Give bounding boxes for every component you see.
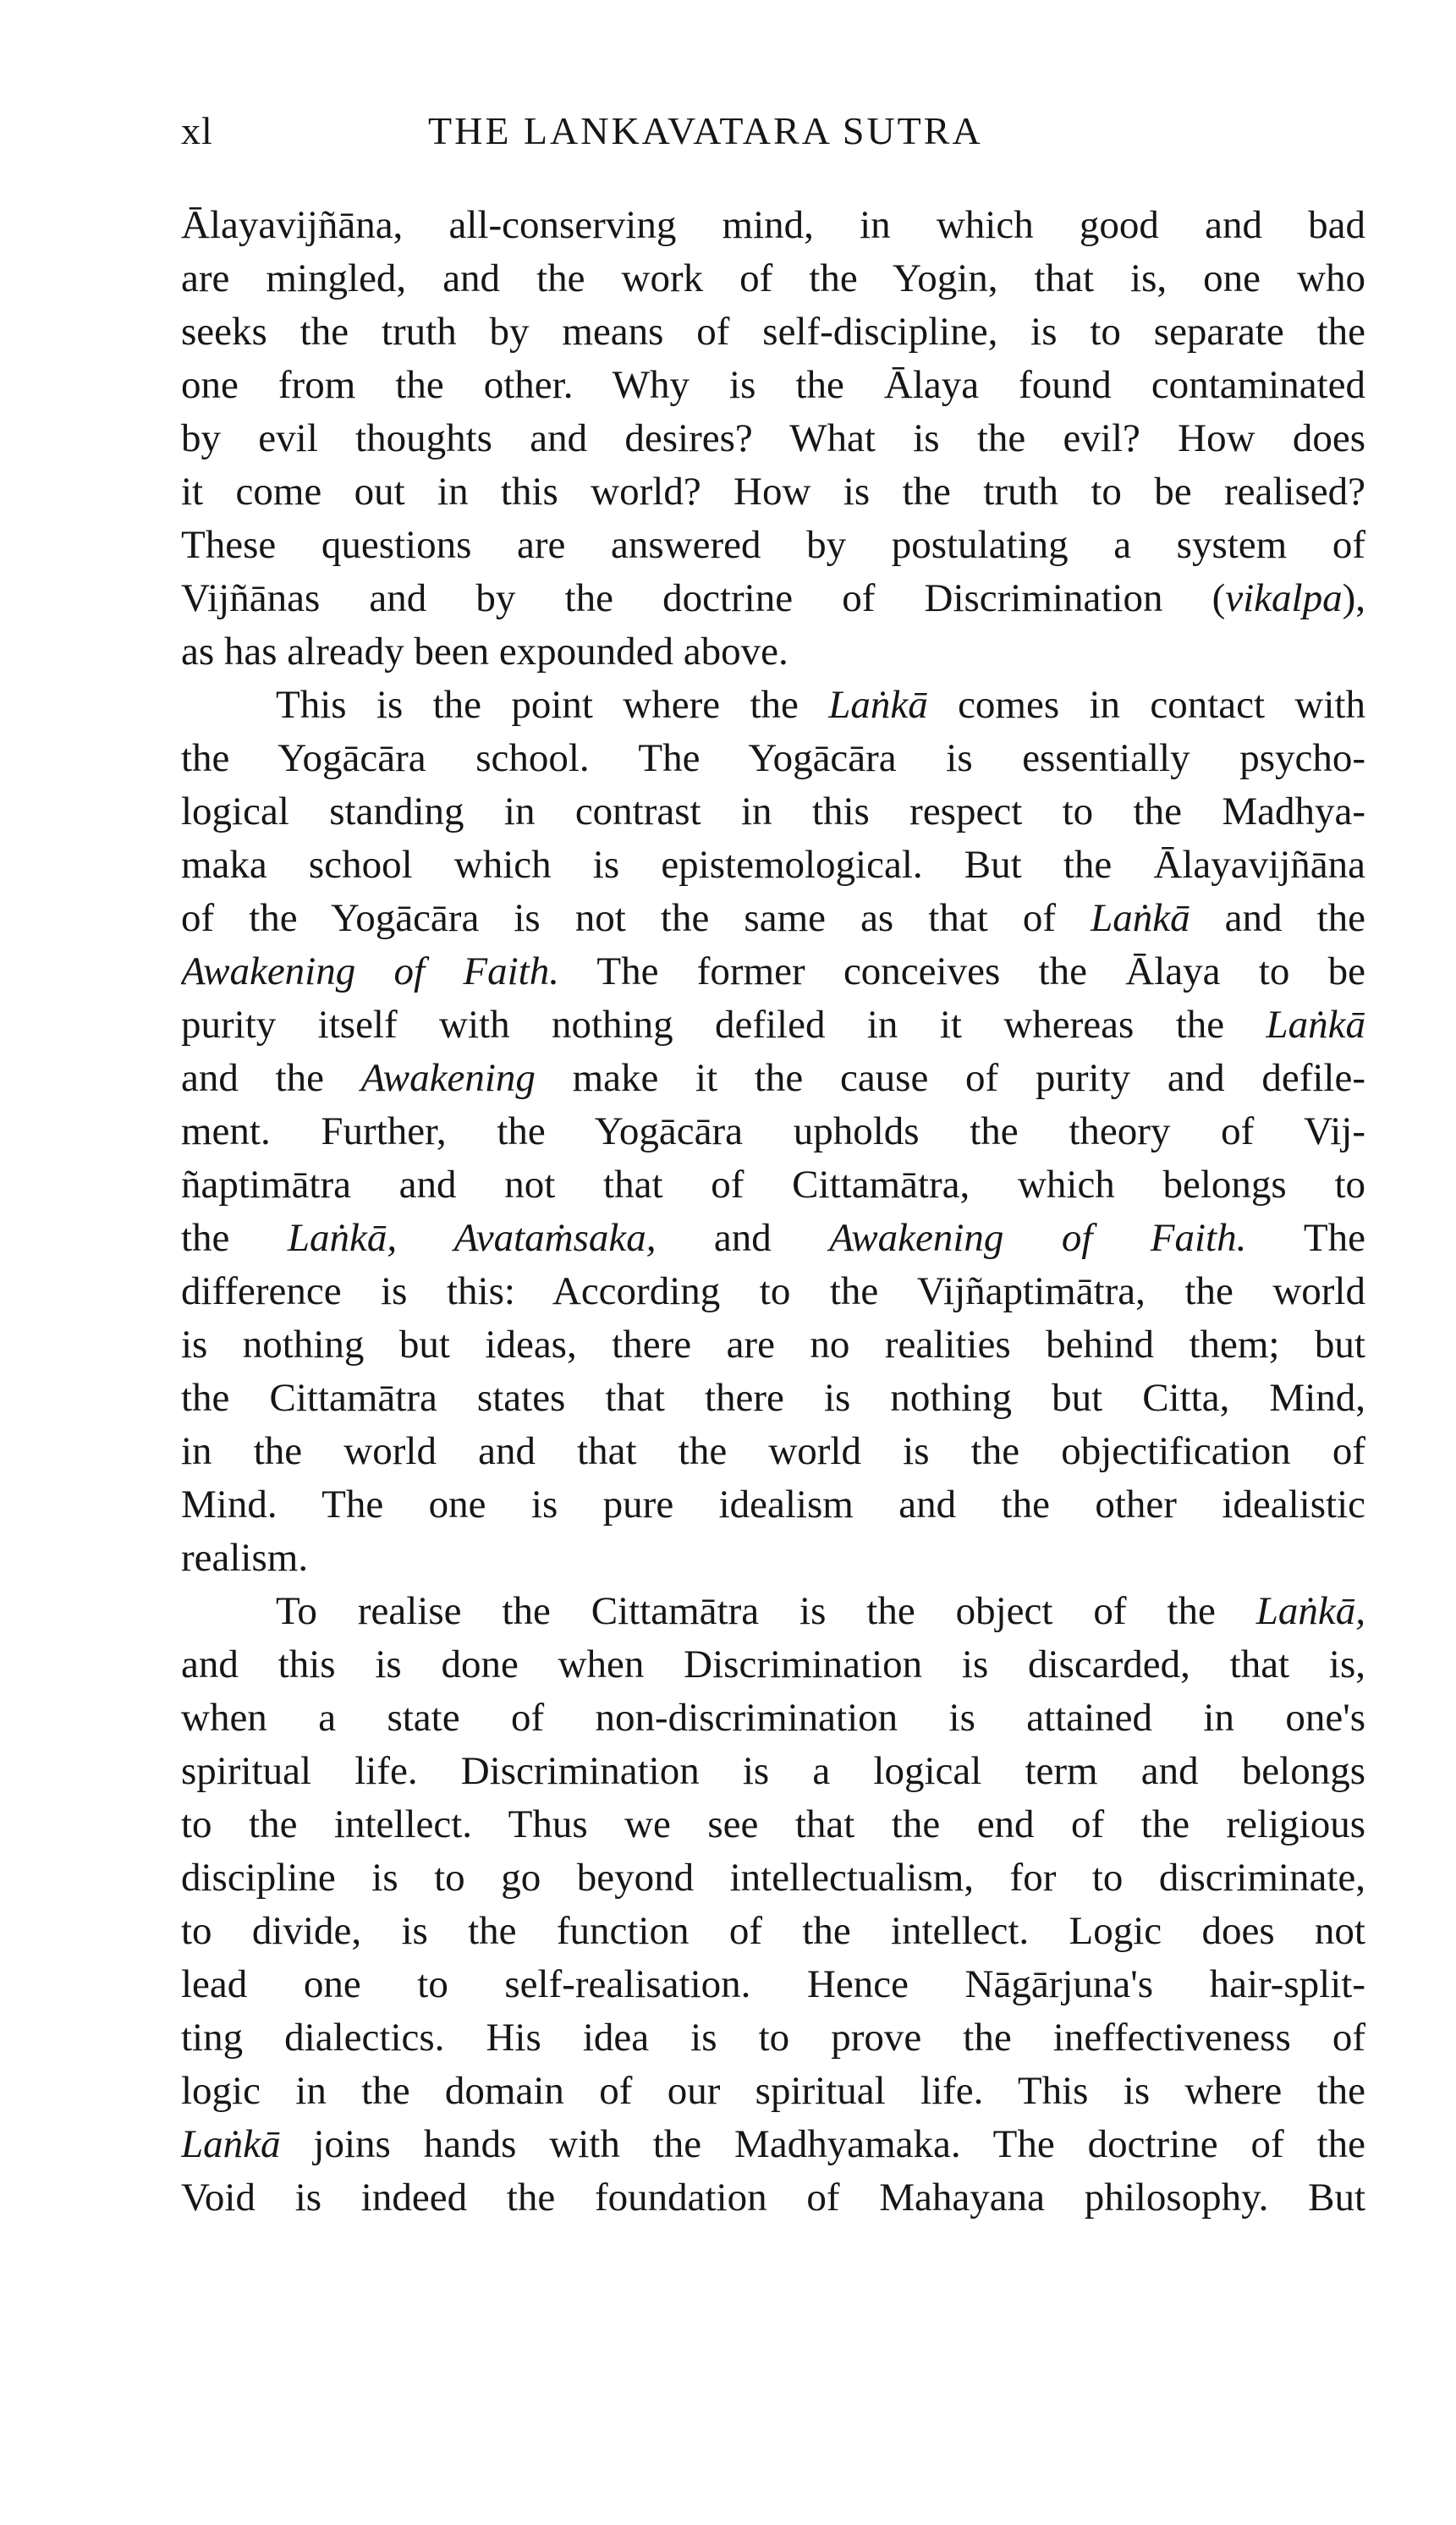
text-segment: to the intellect. Thus we see that the end of the religious bbox=[181, 1802, 1365, 1846]
text-line bbox=[181, 1532, 1365, 1585]
text-segment: it come out in this world? How is the truth to be realised? bbox=[181, 470, 1365, 514]
text-line bbox=[181, 1158, 1365, 1212]
text-line bbox=[181, 1425, 1365, 1478]
text-line bbox=[181, 465, 1365, 519]
text-segment: Mind. The one is pure idealism and the other idealistic bbox=[181, 1483, 1365, 1527]
italic-text: Awakening of Faith. bbox=[181, 949, 559, 993]
text-line bbox=[181, 785, 1365, 839]
text-segment: ), bbox=[1342, 576, 1365, 620]
text-line bbox=[181, 1851, 1365, 1905]
text-line bbox=[181, 519, 1365, 572]
text-line bbox=[181, 732, 1365, 785]
text-segment: The bbox=[1246, 1216, 1365, 1260]
text-line bbox=[181, 1478, 1365, 1532]
text-line bbox=[181, 1585, 1365, 1638]
text-line bbox=[181, 945, 1365, 998]
text-line bbox=[181, 998, 1365, 1052]
text-segment: To realise the Cittamātra is the object of the bbox=[276, 1589, 1256, 1633]
text-segment: is nothing but ideas, there are no realities behind them; but bbox=[181, 1323, 1365, 1367]
italic-text: Laṅkā bbox=[828, 683, 928, 727]
text-segment: by evil thoughts and desires? What is the evil? How does bbox=[181, 416, 1365, 460]
text-segment: maka school which is epistemological. But the Ālayavijñāna bbox=[181, 843, 1365, 887]
text-segment: difference is this: According to the Vijñaptimātra, the world bbox=[181, 1269, 1365, 1313]
text-segment: when a state of non-discrimination is attained in one's bbox=[181, 1696, 1365, 1740]
italic-text: vikalpa bbox=[1225, 576, 1343, 620]
text-segment: and this is done when Discrimination is discarded, that is, bbox=[181, 1642, 1365, 1686]
text-segment: joins hands with the Madhyamaka. The doctrine of the bbox=[280, 2122, 1365, 2166]
text-segment: logical standing in contrast in this respect to the Madhya- bbox=[181, 789, 1365, 833]
text-segment: to divide, is the function of the intellect. Logic does not bbox=[181, 1909, 1365, 1953]
text-segment: make it the cause of purity and defile- bbox=[535, 1056, 1365, 1100]
text-segment: and the bbox=[1190, 896, 1365, 940]
text-line bbox=[181, 572, 1365, 625]
text-segment: one from the other. Why is the Ālaya found contaminated bbox=[181, 363, 1365, 407]
text-line bbox=[181, 679, 1365, 732]
italic-text: Laṅkā bbox=[181, 2122, 281, 2166]
text-segment: in the world and that the world is the objectification of bbox=[181, 1429, 1365, 1473]
text-line bbox=[181, 1905, 1365, 1958]
text-line bbox=[181, 2011, 1365, 2065]
text-line bbox=[181, 1052, 1365, 1105]
text-line bbox=[181, 1638, 1365, 1692]
text-line bbox=[181, 1212, 1365, 1265]
text-segment: the bbox=[181, 1216, 288, 1260]
text-segment: and the bbox=[181, 1056, 361, 1100]
text-segment: lead one to self-realisation. Hence Nāgārjuna's hair-split- bbox=[181, 1962, 1365, 2006]
text-segment: ting dialectics. His idea is to prove the ineffectiveness of bbox=[181, 2016, 1365, 2060]
text-line bbox=[181, 1692, 1365, 1745]
text-line bbox=[181, 1372, 1365, 1425]
text-line bbox=[181, 1958, 1365, 2011]
text-segment: Ālayavijñāna, all-conserving mind, in which good and bad bbox=[181, 203, 1365, 247]
text-line bbox=[181, 412, 1365, 465]
italic-text: Laṅkā bbox=[1266, 1003, 1365, 1047]
text-line bbox=[181, 1318, 1365, 1372]
text-line bbox=[181, 1265, 1365, 1318]
text-line bbox=[181, 1798, 1365, 1851]
text-segment: Void is indeed the foundation of Mahayana philosophy. But bbox=[181, 2176, 1365, 2220]
text-segment: seeks the truth by means of self-discipline, is to separate the bbox=[181, 310, 1365, 354]
text-segment: the Yogācāra school. The Yogācāra is essentially psycho- bbox=[181, 736, 1365, 780]
text-line bbox=[181, 839, 1365, 892]
text-segment: Vijñānas and by the doctrine of Discrimination ( bbox=[181, 576, 1226, 620]
italic-text: Laṅkā bbox=[1091, 896, 1190, 940]
text-segment: the Cittamātra states that there is nothing but Citta, Mind, bbox=[181, 1376, 1365, 1420]
text-segment: ment. Further, the Yogācāra upholds the theory of Vij- bbox=[181, 1109, 1365, 1153]
italic-text: Awakening of Faith. bbox=[829, 1216, 1247, 1260]
text-line bbox=[181, 1745, 1365, 1798]
text-line bbox=[181, 1105, 1365, 1158]
page-number: xl bbox=[181, 109, 213, 152]
text-line bbox=[181, 305, 1365, 359]
text-line bbox=[181, 892, 1365, 945]
text-line bbox=[181, 199, 1365, 252]
body-text bbox=[181, 199, 1365, 2225]
text-segment: logic in the domain of our spiritual life. This is where the bbox=[181, 2069, 1365, 2113]
text-line bbox=[181, 2171, 1365, 2225]
text-segment: These questions are answered by postulating a system of bbox=[181, 523, 1365, 567]
text-segment: The former conceives the Ālaya to be bbox=[558, 949, 1365, 993]
text-line bbox=[181, 625, 1365, 679]
italic-text: Laṅkā, Avataṁsaka, bbox=[287, 1216, 657, 1260]
text-segment: ñaptimātra and not that of Cittamātra, which belongs to bbox=[181, 1163, 1365, 1207]
text-segment: discipline is to go beyond intellectualism, for to discriminate, bbox=[181, 1856, 1365, 1900]
text-segment: as has already been expounded above. bbox=[181, 630, 788, 674]
running-header bbox=[181, 102, 1365, 161]
text-segment: are mingled, and the work of the Yogin, that is, one who bbox=[181, 256, 1365, 300]
text-line bbox=[181, 2118, 1365, 2171]
text-segment: This is the point where the bbox=[276, 683, 829, 727]
text-segment: comes in contact with bbox=[927, 683, 1365, 727]
text-line bbox=[181, 2065, 1365, 2118]
text-segment: purity itself with nothing defiled in it whereas the bbox=[181, 1003, 1266, 1047]
text-segment: realism. bbox=[181, 1536, 309, 1580]
text-line bbox=[181, 359, 1365, 412]
text-segment: spiritual life. Discrimination is a logical term and belongs bbox=[181, 1749, 1365, 1793]
running-title: THE LANKAVATARA SUTRA bbox=[428, 109, 983, 152]
text-segment: of the Yogācāra is not the same as that of bbox=[181, 896, 1091, 940]
italic-text: Awakening bbox=[360, 1056, 536, 1100]
text-segment: and bbox=[656, 1216, 830, 1260]
text-line bbox=[181, 252, 1365, 305]
italic-text: Laṅkā, bbox=[1255, 1589, 1365, 1633]
